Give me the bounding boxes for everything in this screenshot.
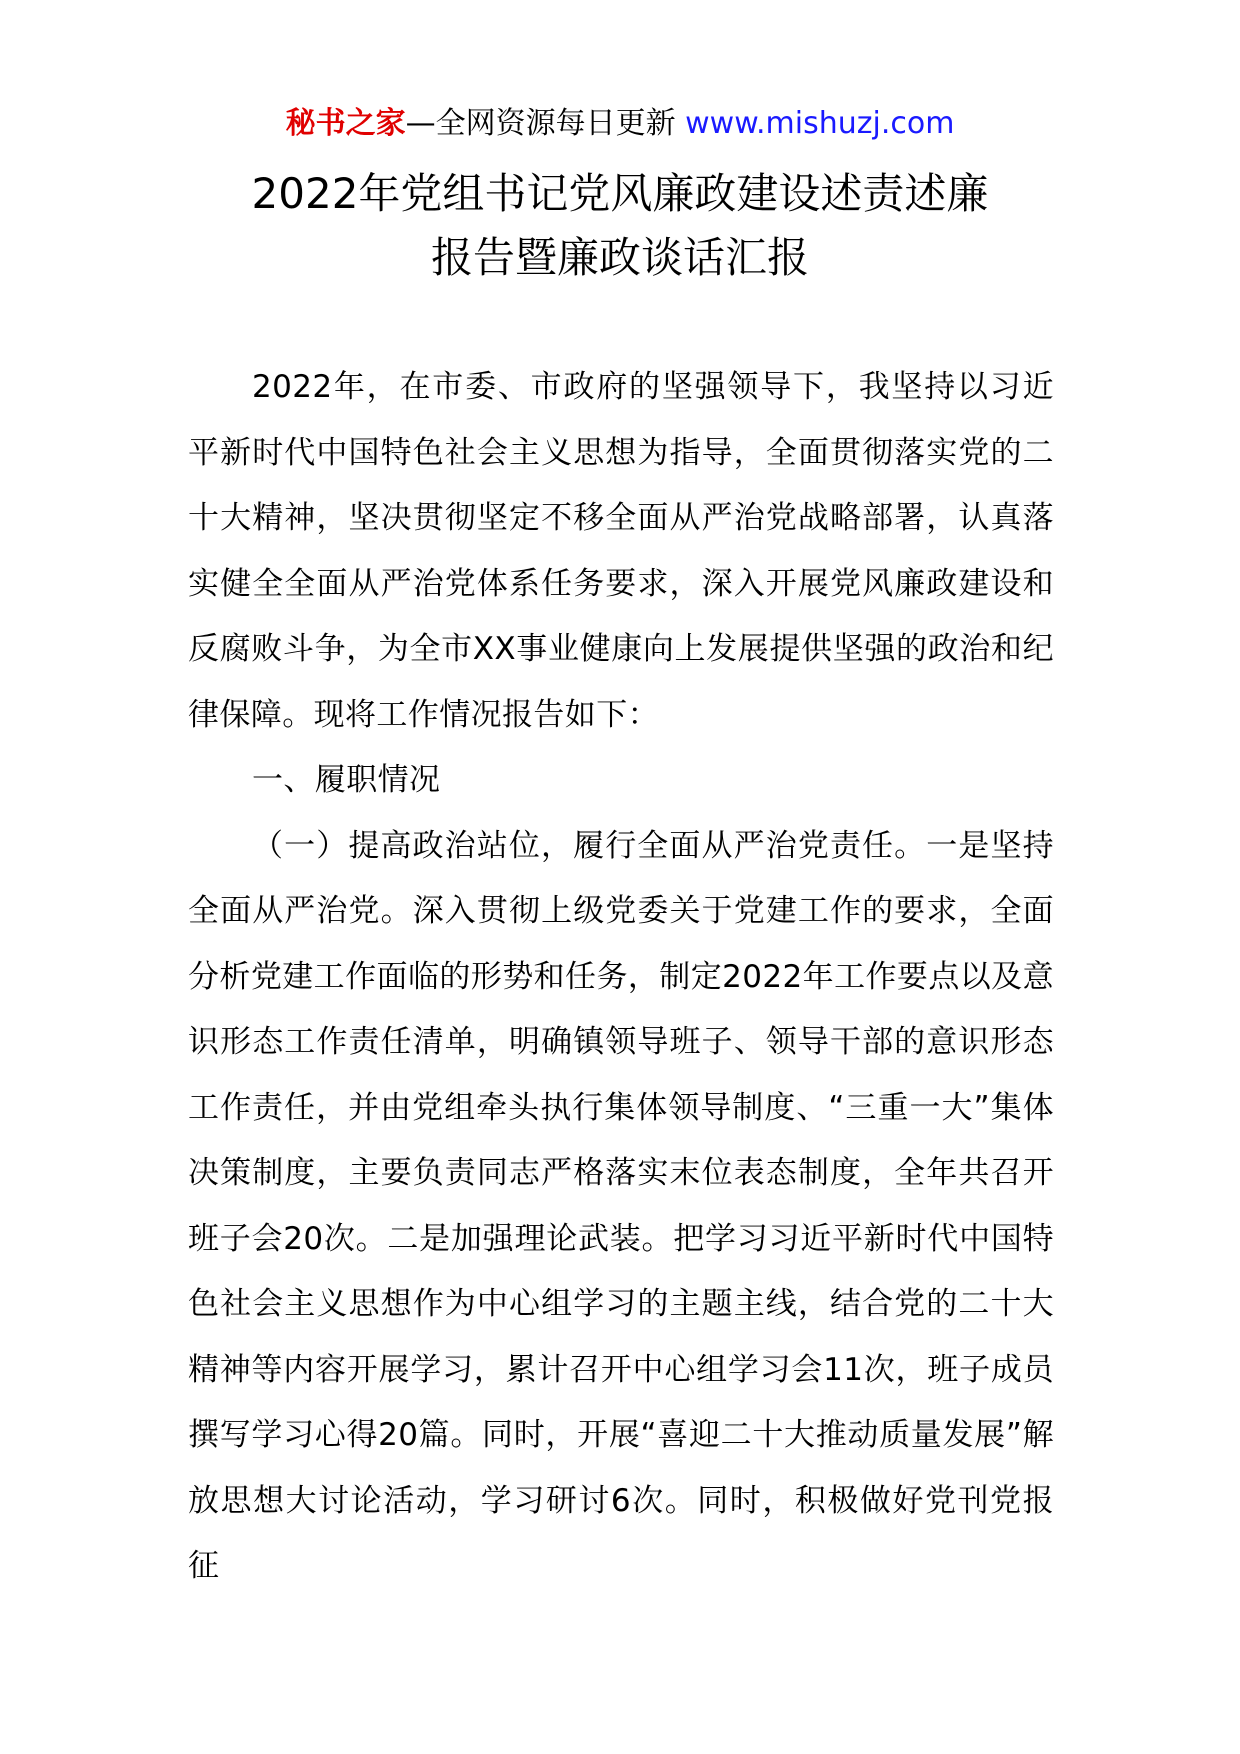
document-body	[188, 355, 1054, 1600]
source-header	[0, 104, 1240, 144]
title-line-1: 2022年党组书记党风廉政建设述责述廉	[251, 169, 989, 218]
document-title	[0, 162, 1240, 290]
body-paragraph: （一）提高政治站位，履行全面从严治党责任。一是坚持全面从严治党。深入贯彻上级党委关于党建工作的要求，全面分析党建工作面临的形势和任务，制定2022年工作要点以及意识形态工作责任清单，明确镇领导班子、领导干部的意识形态工作责任，并由党组牵头执行集体领导制度、“三重一大”集体决策制度，主要负责同志严格落实末位表态制度，全年共召开班子会20次。二是加强理论武装。把学习习近平新时代中国特色社会主义思想作为中心组学习的主题主线，结合党的二十大精神等内容开展学习，累计召开中心组学习会11次，班子成员撰写学习心得20篇。同时，开展“喜迎二十大推动质量发展”解放思想大讨论活动，学习研讨6次。同时，积极做好党刊党报征	[188, 827, 1054, 1584]
section-heading: 一、履职情况	[252, 762, 441, 798]
header-tagline: —全网资源每日更新	[405, 106, 686, 141]
website-link[interactable]: www.mishuzj.com	[685, 106, 955, 141]
brand-name: 秘书之家	[285, 106, 406, 141]
title-line-2: 报告暨廉政谈话汇报	[430, 233, 809, 282]
intro-paragraph: 2022年，在市委、市政府的坚强领导下，我坚持以习近平新时代中国特色社会主义思想为指导，全面贯彻落实党的二十大精神，坚决贯彻坚定不移全面从严治党战略部署，认真落实健全全面从严治党体系任务要求，深入开展党风廉政建设和反腐败斗争，为全市XX事业健康向上发展提供坚强的政治和纪律保障。现将工作情况报告如下：	[188, 369, 1054, 733]
